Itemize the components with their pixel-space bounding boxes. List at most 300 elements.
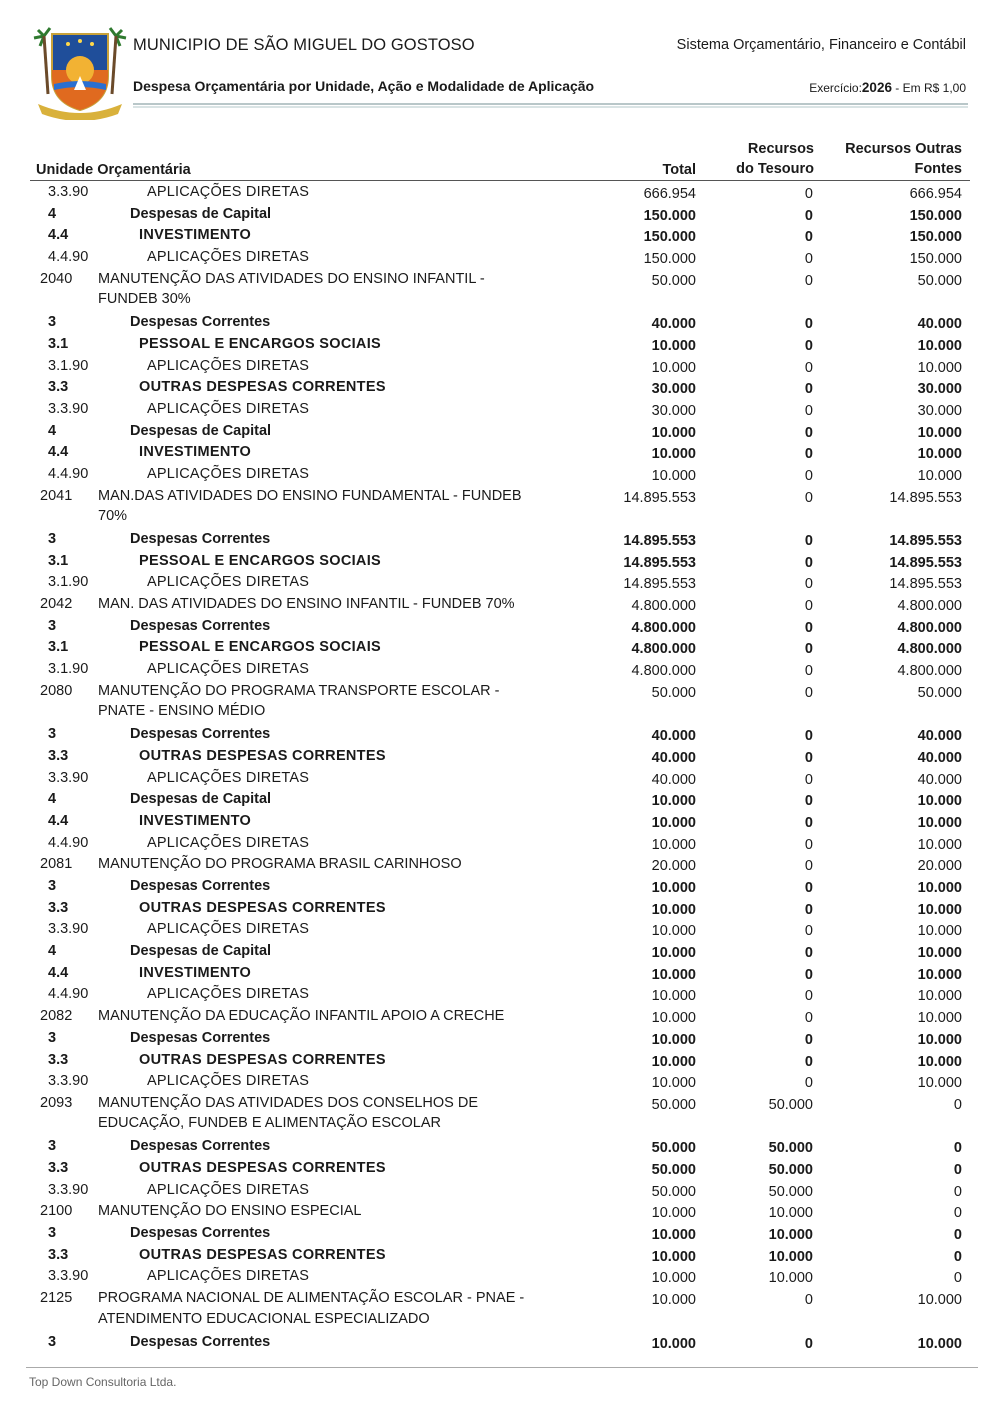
row-code: 3.1.90 xyxy=(48,661,89,678)
row-code: 4 xyxy=(48,791,57,808)
row-code: 2093 xyxy=(40,1094,73,1111)
system-name: Sistema Orçamentário, Financeiro e Contábil xyxy=(676,37,966,53)
row-total: 4.800.000 xyxy=(631,641,696,658)
row-treasury-resources: 0 xyxy=(804,901,813,918)
row-other-sources: 0 xyxy=(953,1248,962,1265)
row-treasury-resources: 0 xyxy=(804,402,813,419)
row-other-sources: 10.000 xyxy=(917,337,962,354)
row-code: 4.4 xyxy=(48,964,69,981)
row-treasury-resources: 10.000 xyxy=(768,1248,813,1265)
row-description: Despesas Correntes xyxy=(130,531,271,548)
row-other-sources: 10.000 xyxy=(917,880,962,897)
row-description: MANUTENÇÃO DO PROGRAMA TRANSPORTE ESCOLAR - PNATE - ENSINO MÉDIO xyxy=(98,682,500,720)
row-description: APLICAÇÕES DIRETAS xyxy=(147,1073,310,1090)
row-code: 3.3.90 xyxy=(48,769,89,786)
row-other-sources: 14.895.553 xyxy=(889,576,962,593)
row-total: 10.000 xyxy=(651,424,696,441)
table-row xyxy=(0,224,1000,246)
exercise-info xyxy=(809,80,966,95)
row-treasury-resources: 0 xyxy=(804,251,813,268)
row-total: 10.000 xyxy=(651,1010,696,1027)
row-treasury-resources: 0 xyxy=(804,771,813,788)
row-other-sources: 10.000 xyxy=(917,1053,962,1070)
row-code: 3 xyxy=(48,1333,57,1350)
row-description: MANUTENÇÃO DO PROGRAMA BRASIL CARINHOSO xyxy=(98,856,462,873)
row-other-sources: 30.000 xyxy=(917,402,962,419)
row-total: 50.000 xyxy=(651,1140,696,1157)
row-other-sources: 14.895.553 xyxy=(889,554,962,571)
row-code: 3 xyxy=(48,617,57,634)
row-treasury-resources: 0 xyxy=(804,1335,813,1352)
row-description: OUTRAS DESPESAS CORRENTES xyxy=(139,1051,386,1068)
row-total: 10.000 xyxy=(651,966,696,983)
table-row xyxy=(0,593,1000,615)
row-code: 4 xyxy=(48,205,57,222)
row-total: 10.000 xyxy=(651,836,696,853)
row-total: 10.000 xyxy=(651,814,696,831)
table-row xyxy=(0,1222,1000,1244)
row-code: 3 xyxy=(48,1225,57,1242)
table-row xyxy=(0,1331,1000,1353)
row-code: 4 xyxy=(48,943,57,960)
row-total: 14.895.553 xyxy=(623,576,696,593)
coat-of-arms-icon xyxy=(30,24,130,120)
row-code: 3 xyxy=(48,878,57,895)
row-treasury-resources: 0 xyxy=(804,316,813,333)
table-row xyxy=(0,723,1000,745)
column-header-other-line1: Recursos Outras xyxy=(845,141,962,157)
row-treasury-resources: 0 xyxy=(804,1010,813,1027)
row-total: 4.800.000 xyxy=(631,619,696,636)
row-total: 10.000 xyxy=(651,1270,696,1287)
row-description: PESSOAL E ENCARGOS SOCIAIS xyxy=(139,335,381,352)
row-treasury-resources: 50.000 xyxy=(768,1162,813,1178)
row-description: APLICAÇÕES DIRETAS xyxy=(147,986,310,1003)
row-treasury-resources: 0 xyxy=(804,424,813,441)
row-code: 4.4.90 xyxy=(48,249,89,266)
report-header xyxy=(0,0,1000,130)
row-description: MAN.DAS ATIVIDADES DO ENSINO FUNDAMENTAL - FUNDEB 70% xyxy=(98,487,522,525)
table-row xyxy=(0,181,1000,203)
footer-divider xyxy=(26,1367,978,1368)
row-other-sources: 30.000 xyxy=(917,381,962,398)
table-row xyxy=(0,962,1000,984)
row-treasury-resources: 0 xyxy=(804,619,813,636)
row-other-sources: 10.000 xyxy=(917,1075,962,1092)
row-code: 3.3 xyxy=(48,899,69,916)
row-other-sources: 0 xyxy=(953,1270,962,1287)
row-total: 10.000 xyxy=(651,467,696,484)
row-total: 10.000 xyxy=(651,1031,696,1048)
row-description: PESSOAL E ENCARGOS SOCIAIS xyxy=(139,552,381,569)
row-treasury-resources: 0 xyxy=(804,728,813,745)
row-code: 3 xyxy=(48,726,57,743)
row-other-sources: 40.000 xyxy=(917,316,962,333)
row-description: APLICAÇÕES DIRETAS xyxy=(147,834,310,851)
row-total: 40.000 xyxy=(651,771,696,788)
row-description: MANUTENÇÃO DA EDUCAÇÃO INFANTIL APOIO A CRECHE xyxy=(98,1008,505,1025)
row-other-sources: 666.954 xyxy=(909,186,962,202)
row-total: 10.000 xyxy=(651,337,696,354)
table-header xyxy=(0,136,1000,182)
row-code: 2040 xyxy=(40,270,73,287)
row-total: 14.895.553 xyxy=(623,554,696,571)
row-other-sources: 150.000 xyxy=(909,207,962,224)
row-total: 50.000 xyxy=(651,684,696,701)
row-total: 10.000 xyxy=(651,988,696,1005)
table-row xyxy=(0,246,1000,268)
row-treasury-resources: 0 xyxy=(804,988,813,1005)
row-treasury-resources: 0 xyxy=(804,337,813,354)
row-description: APLICAÇÕES DIRETAS xyxy=(147,1268,310,1285)
table-row xyxy=(0,1287,1000,1330)
row-other-sources: 14.895.553 xyxy=(889,489,962,506)
column-header-other-line2: Fontes xyxy=(914,161,962,177)
row-code: 4.4.90 xyxy=(48,834,89,851)
row-description: MAN. DAS ATIVIDADES DO ENSINO INFANTIL - FUNDEB 70% xyxy=(98,596,515,613)
row-code: 2041 xyxy=(40,487,73,504)
row-code: 3 xyxy=(48,531,57,548)
row-code: 3.1 xyxy=(48,335,69,352)
row-code: 3.3 xyxy=(48,379,69,396)
row-treasury-resources: 0 xyxy=(804,359,813,376)
table-row xyxy=(0,203,1000,225)
row-total: 150.000 xyxy=(643,207,696,224)
row-other-sources: 40.000 xyxy=(917,728,962,745)
row-description: MANUTENÇÃO DO ENSINO ESPECIAL xyxy=(98,1203,362,1220)
row-total: 50.000 xyxy=(651,1162,696,1178)
table-row xyxy=(0,767,1000,789)
row-other-sources: 10.000 xyxy=(917,1031,962,1048)
table-row xyxy=(0,550,1000,572)
row-code: 3.1 xyxy=(48,639,69,656)
table-row xyxy=(0,420,1000,442)
row-description: OUTRAS DESPESAS CORRENTES xyxy=(139,1246,386,1263)
row-description: APLICAÇÕES DIRETAS xyxy=(147,465,310,482)
row-other-sources: 10.000 xyxy=(917,1010,962,1027)
row-description: Despesas Correntes xyxy=(130,1029,271,1046)
row-code: 3.3.90 xyxy=(48,1268,89,1285)
row-other-sources: 10.000 xyxy=(917,1292,962,1309)
row-treasury-resources: 0 xyxy=(804,1292,813,1309)
table-row xyxy=(0,1027,1000,1049)
row-treasury-resources: 0 xyxy=(804,598,813,615)
row-description: APLICAÇÕES DIRETAS xyxy=(147,661,310,678)
row-code: 3.1.90 xyxy=(48,357,89,374)
row-description: APLICAÇÕES DIRETAS xyxy=(147,921,310,938)
row-treasury-resources: 0 xyxy=(804,576,813,593)
table-row xyxy=(0,940,1000,962)
row-treasury-resources: 0 xyxy=(804,858,813,875)
footer-company: Top Down Consultoria Ltda. xyxy=(29,1375,177,1389)
row-total: 10.000 xyxy=(651,945,696,962)
row-treasury-resources: 50.000 xyxy=(768,1140,813,1157)
row-other-sources: 0 xyxy=(953,1096,962,1113)
row-code: 2082 xyxy=(40,1008,73,1025)
row-treasury-resources: 0 xyxy=(804,641,813,658)
row-description: APLICAÇÕES DIRETAS xyxy=(147,249,310,266)
row-description: INVESTIMENTO xyxy=(139,444,252,461)
row-description: Despesas Correntes xyxy=(130,1225,271,1242)
row-other-sources: 0 xyxy=(953,1183,962,1200)
row-description: APLICAÇÕES DIRETAS xyxy=(147,184,310,200)
table-row xyxy=(0,680,1000,723)
row-description: OUTRAS DESPESAS CORRENTES xyxy=(139,1160,386,1176)
row-code: 3.3.90 xyxy=(48,1073,89,1090)
row-code: 3.3.90 xyxy=(48,921,89,938)
table-row xyxy=(0,376,1000,398)
row-description: Despesas Correntes xyxy=(130,617,271,634)
organization-name: MUNICIPIO DE SÃO MIGUEL DO GOSTOSO xyxy=(133,36,475,54)
table-row xyxy=(0,441,1000,463)
row-treasury-resources: 0 xyxy=(804,186,813,202)
table-row xyxy=(0,1157,1000,1179)
column-header-treasury-line2: do Tesouro xyxy=(736,161,814,177)
table-row xyxy=(0,658,1000,680)
row-other-sources: 150.000 xyxy=(909,251,962,268)
row-description: Despesas de Capital xyxy=(130,943,272,960)
table-row xyxy=(0,1244,1000,1266)
row-code: 3.3.90 xyxy=(48,184,89,200)
row-treasury-resources: 0 xyxy=(804,923,813,940)
row-other-sources: 50.000 xyxy=(917,684,962,701)
row-code: 2100 xyxy=(40,1203,73,1220)
column-header-other-sources xyxy=(845,139,962,179)
row-description: Despesas Correntes xyxy=(130,314,271,331)
row-total: 50.000 xyxy=(651,1096,696,1113)
row-description: PESSOAL E ENCARGOS SOCIAIS xyxy=(139,639,381,656)
row-code: 4.4 xyxy=(48,444,69,461)
row-total: 10.000 xyxy=(651,1292,696,1309)
row-code: 3.3.90 xyxy=(48,400,89,417)
row-treasury-resources: 0 xyxy=(804,381,813,398)
row-code: 2081 xyxy=(40,856,73,873)
row-description: PROGRAMA NACIONAL DE ALIMENTAÇÃO ESCOLAR - PNAE - ATENDIMENTO EDUCACIONAL ESPECIALIZADO xyxy=(98,1290,525,1327)
row-other-sources: 10.000 xyxy=(917,446,962,463)
row-total: 10.000 xyxy=(651,1053,696,1070)
table-row xyxy=(0,1200,1000,1222)
row-description: INVESTIMENTO xyxy=(139,812,252,829)
row-other-sources: 50.000 xyxy=(917,272,962,289)
table-row xyxy=(0,1179,1000,1201)
table-row xyxy=(0,463,1000,485)
row-code: 3.1 xyxy=(48,552,69,569)
row-treasury-resources: 0 xyxy=(804,554,813,571)
row-other-sources: 10.000 xyxy=(917,1335,962,1352)
table-row xyxy=(0,528,1000,550)
row-other-sources: 14.895.553 xyxy=(889,533,962,550)
row-other-sources: 40.000 xyxy=(917,749,962,766)
row-total: 10.000 xyxy=(651,923,696,940)
row-total: 40.000 xyxy=(651,316,696,333)
row-treasury-resources: 0 xyxy=(804,446,813,463)
column-header-unit: Unidade Orçamentária xyxy=(36,162,191,178)
row-code: 4.4.90 xyxy=(48,465,89,482)
row-treasury-resources: 0 xyxy=(804,749,813,766)
table-row xyxy=(0,832,1000,854)
row-total: 20.000 xyxy=(651,858,696,875)
table-row xyxy=(0,485,1000,528)
row-total: 50.000 xyxy=(651,272,696,289)
row-other-sources: 0 xyxy=(953,1162,962,1178)
row-description: MANUTENÇÃO DAS ATIVIDADES DOS CONSELHOS DE EDUCAÇÃO, FUNDEB E ALIMENTAÇÃO ESCOLAR xyxy=(98,1094,479,1132)
table-row xyxy=(0,983,1000,1005)
row-description: Despesas Correntes xyxy=(130,878,271,895)
table-row xyxy=(0,355,1000,377)
row-total: 10.000 xyxy=(651,901,696,918)
table-row xyxy=(0,1135,1000,1157)
currency-note: - Em R$ 1,00 xyxy=(891,81,966,95)
row-treasury-resources: 50.000 xyxy=(768,1183,813,1200)
row-description: INVESTIMENTO xyxy=(139,227,252,244)
row-code: 3 xyxy=(48,1029,57,1046)
row-total: 30.000 xyxy=(651,402,696,419)
table-row xyxy=(0,268,1000,311)
table-row xyxy=(0,311,1000,333)
row-other-sources: 4.800.000 xyxy=(897,641,962,658)
row-other-sources: 40.000 xyxy=(917,771,962,788)
row-total: 4.800.000 xyxy=(631,598,696,615)
table-row xyxy=(0,875,1000,897)
row-treasury-resources: 10.000 xyxy=(768,1205,813,1222)
table-row xyxy=(0,615,1000,637)
row-other-sources: 10.000 xyxy=(917,359,962,376)
row-treasury-resources: 50.000 xyxy=(768,1096,813,1113)
table-row xyxy=(0,897,1000,919)
exercise-label: Exercício: xyxy=(809,81,862,95)
row-total: 666.954 xyxy=(643,186,696,202)
row-description: OUTRAS DESPESAS CORRENTES xyxy=(139,899,386,916)
row-code: 3.3.90 xyxy=(48,1181,89,1198)
table-row xyxy=(0,1092,1000,1135)
row-total: 10.000 xyxy=(651,880,696,897)
table-row xyxy=(0,918,1000,940)
row-other-sources: 4.800.000 xyxy=(897,598,962,615)
table-row xyxy=(0,745,1000,767)
row-total: 10.000 xyxy=(651,793,696,810)
table-row xyxy=(0,398,1000,420)
row-treasury-resources: 0 xyxy=(804,966,813,983)
row-code: 3.3 xyxy=(48,1246,69,1263)
row-treasury-resources: 0 xyxy=(804,207,813,224)
row-code: 3.3 xyxy=(48,1051,69,1068)
row-total: 150.000 xyxy=(643,251,696,268)
row-description: Despesas de Capital xyxy=(130,422,272,439)
row-other-sources: 0 xyxy=(953,1227,962,1244)
row-treasury-resources: 0 xyxy=(804,814,813,831)
row-description: OUTRAS DESPESAS CORRENTES xyxy=(139,379,386,396)
row-code: 2042 xyxy=(40,596,73,613)
row-treasury-resources: 0 xyxy=(804,1031,813,1048)
row-treasury-resources: 0 xyxy=(804,684,813,701)
row-other-sources: 20.000 xyxy=(917,858,962,875)
table-row xyxy=(0,853,1000,875)
row-total: 40.000 xyxy=(651,749,696,766)
row-code: 4 xyxy=(48,422,57,439)
expense-table-body xyxy=(0,181,1000,1352)
row-description: INVESTIMENTO xyxy=(139,964,252,981)
report-title: Despesa Orçamentária por Unidade, Ação e Modalidade de Aplicação xyxy=(133,78,595,94)
row-total: 10.000 xyxy=(651,1075,696,1092)
row-treasury-resources: 0 xyxy=(804,533,813,550)
table-row xyxy=(0,788,1000,810)
row-treasury-resources: 0 xyxy=(804,793,813,810)
row-code: 2125 xyxy=(40,1290,73,1307)
row-code: 3.1.90 xyxy=(48,574,89,591)
row-other-sources: 10.000 xyxy=(917,945,962,962)
column-header-treasury xyxy=(736,139,814,179)
row-code: 3 xyxy=(48,1138,57,1155)
row-description: APLICAÇÕES DIRETAS xyxy=(147,1181,310,1198)
row-total: 50.000 xyxy=(651,1183,696,1200)
column-header-total: Total xyxy=(662,162,696,178)
row-total: 10.000 xyxy=(651,1227,696,1244)
table-row xyxy=(0,1070,1000,1092)
row-other-sources: 0 xyxy=(953,1140,962,1157)
table-row xyxy=(0,636,1000,658)
row-code: 3.3 xyxy=(48,1160,69,1176)
row-treasury-resources: 0 xyxy=(804,836,813,853)
row-description: OUTRAS DESPESAS CORRENTES xyxy=(139,747,386,764)
row-other-sources: 10.000 xyxy=(917,814,962,831)
row-code: 3 xyxy=(48,314,57,331)
table-row xyxy=(0,810,1000,832)
row-treasury-resources: 0 xyxy=(804,1075,813,1092)
row-other-sources: 150.000 xyxy=(909,229,962,246)
table-row xyxy=(0,571,1000,593)
row-total: 10.000 xyxy=(651,1205,696,1222)
row-treasury-resources: 0 xyxy=(804,229,813,246)
row-total: 40.000 xyxy=(651,728,696,745)
row-treasury-resources: 0 xyxy=(804,880,813,897)
row-treasury-resources: 0 xyxy=(804,467,813,484)
row-other-sources: 10.000 xyxy=(917,923,962,940)
table-row xyxy=(0,1265,1000,1287)
row-treasury-resources: 0 xyxy=(804,945,813,962)
row-code: 3.3 xyxy=(48,747,69,764)
row-total: 4.800.000 xyxy=(631,663,696,680)
row-total: 14.895.553 xyxy=(623,533,696,550)
row-other-sources: 4.800.000 xyxy=(897,619,962,636)
row-treasury-resources: 0 xyxy=(804,1053,813,1070)
row-other-sources: 10.000 xyxy=(917,988,962,1005)
row-code: 4.4 xyxy=(48,812,69,829)
row-treasury-resources: 0 xyxy=(804,663,813,680)
row-treasury-resources: 0 xyxy=(804,272,813,289)
row-description: APLICAÇÕES DIRETAS xyxy=(147,769,310,786)
row-code: 4.4 xyxy=(48,227,69,244)
row-total: 10.000 xyxy=(651,359,696,376)
table-row xyxy=(0,1005,1000,1027)
row-other-sources: 10.000 xyxy=(917,836,962,853)
row-description: APLICAÇÕES DIRETAS xyxy=(147,357,310,374)
row-description: APLICAÇÕES DIRETAS xyxy=(147,400,310,417)
row-other-sources: 0 xyxy=(953,1205,962,1222)
row-other-sources: 10.000 xyxy=(917,793,962,810)
row-other-sources: 10.000 xyxy=(917,901,962,918)
row-total: 14.895.553 xyxy=(623,489,696,506)
row-description: Despesas Correntes xyxy=(130,726,271,743)
column-header-treasury-line1: Recursos xyxy=(747,141,814,157)
row-description: Despesas de Capital xyxy=(130,205,272,222)
row-treasury-resources: 0 xyxy=(804,489,813,506)
exercise-year: 2026 xyxy=(861,80,892,95)
row-total: 10.000 xyxy=(651,446,696,463)
row-treasury-resources: 10.000 xyxy=(768,1227,813,1244)
row-description: Despesas Correntes xyxy=(130,1138,271,1155)
row-total: 30.000 xyxy=(651,381,696,398)
table-row xyxy=(0,1049,1000,1071)
